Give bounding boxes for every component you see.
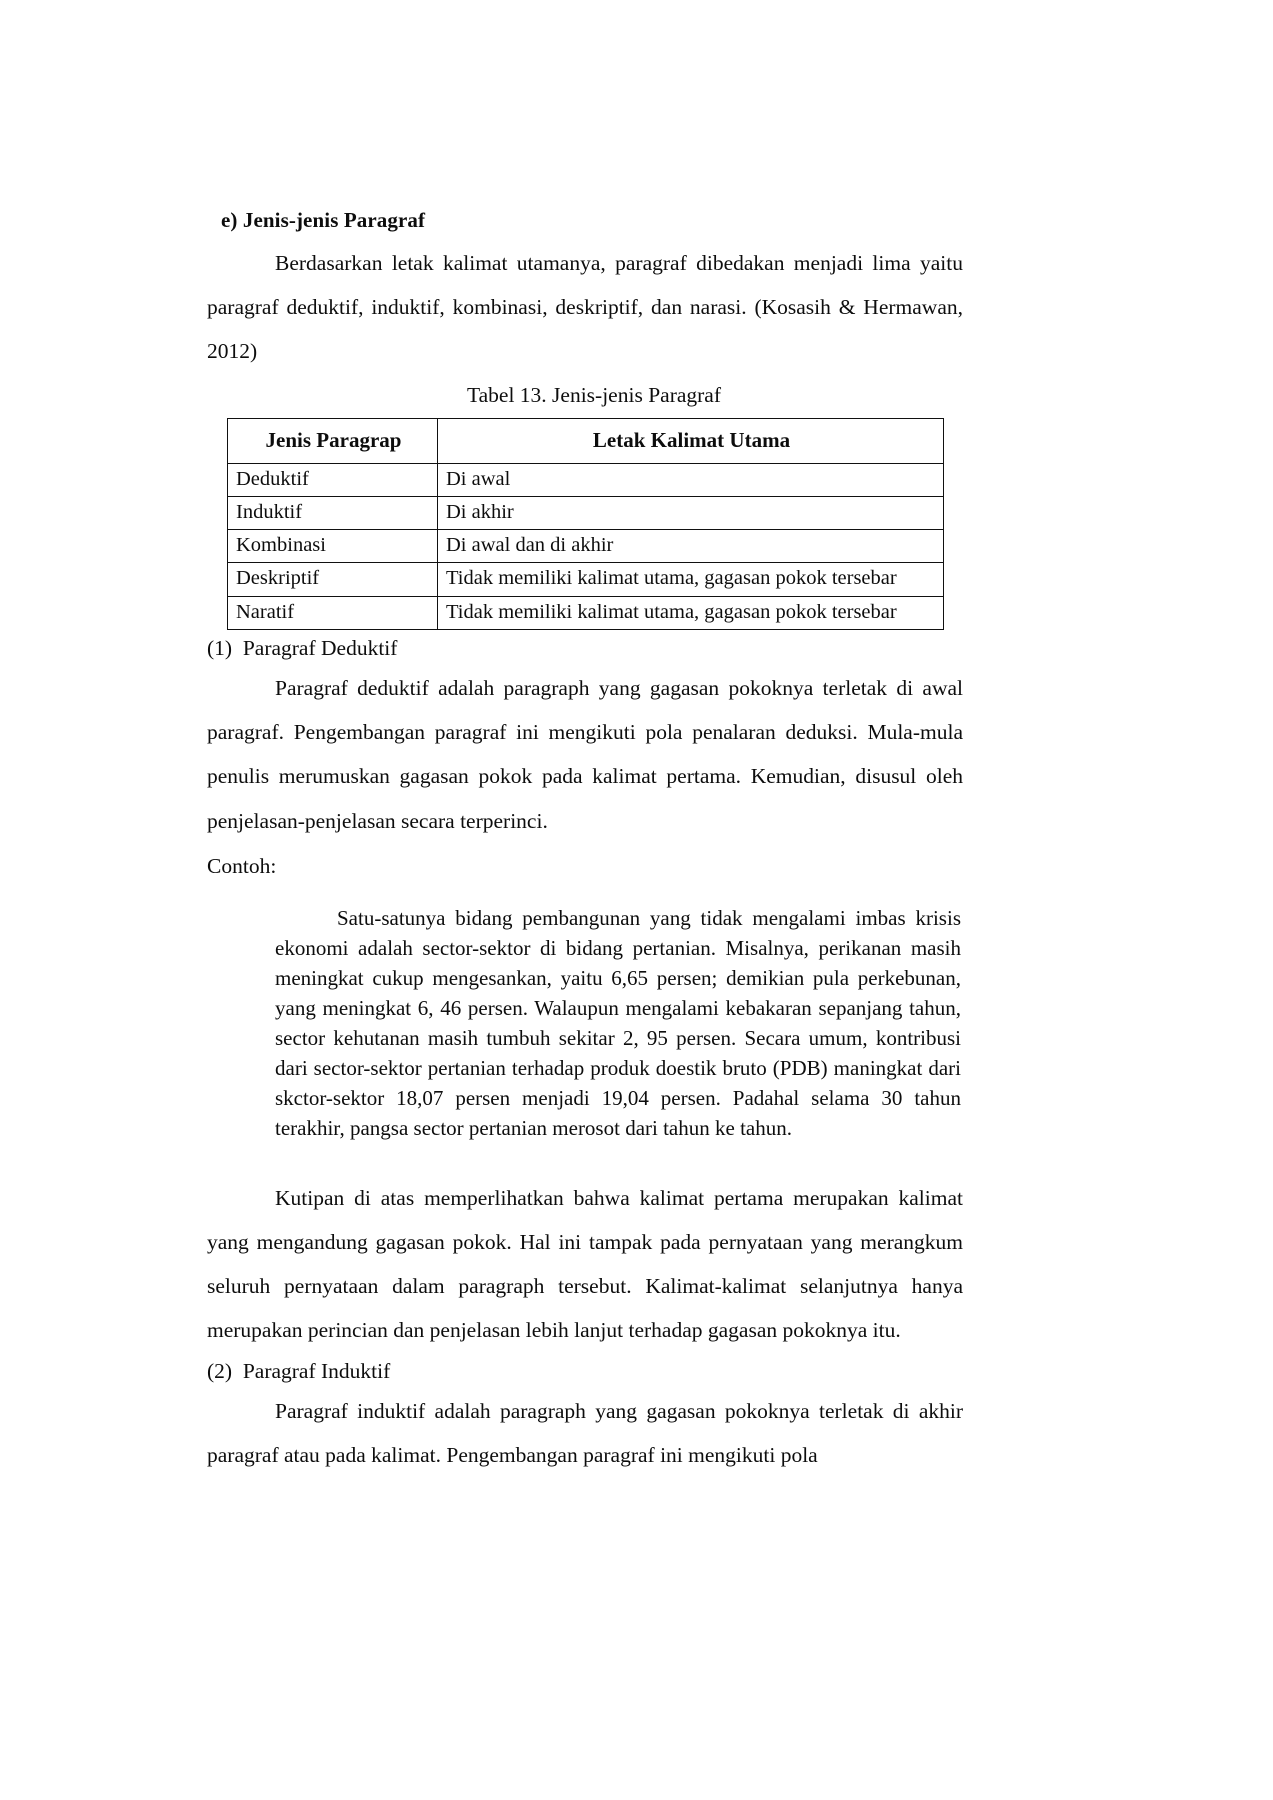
table-row <box>228 464 944 497</box>
table-cell-letak: Di awal <box>438 464 944 497</box>
list-item-1-label: (1) Paragraf Deduktif <box>207 635 398 660</box>
spacer <box>207 1154 963 1176</box>
list-item-2-label: (2) Paragraf Induktif <box>207 1358 391 1383</box>
table-row <box>228 596 944 629</box>
section-heading: e) Jenis-jenis Paragraf <box>221 208 426 232</box>
paragraf-induktif-body: Paragraf induktif adalah paragraph yang gagasan pokoknya terletak di akhir paragraf atau pada kalimat. Pengembangan paragraf ini mengikuti pola <box>207 1398 963 1468</box>
table-cell-jenis: Deskriptif <box>228 563 438 596</box>
jenis-paragraf-table <box>227 418 944 630</box>
table-cell-jenis: Induktif <box>228 497 438 530</box>
table-cell-letak: Di akhir <box>438 497 944 530</box>
table-cell-jenis: Deduktif <box>228 464 438 497</box>
page-content <box>207 205 963 1478</box>
table-row <box>228 530 944 563</box>
example-quotation-block <box>207 903 963 1143</box>
example-quotation-text: Satu-satunya bidang pembangunan yang tidak mengalami imbas krisis ekonomi adalah sector-sektor di bidang pertanian. Misalnya, perikanan masih meningkat cukup mengesankan, yaitu 6,65 persen; demikian pula perkebunan, yang meningkat 6, 46 persen. Walaupun mengalami kebakaran sepanjang tahun, sector kehutanan masih tumbuh sekitar 2, 95 persen. Secara umum, kontribusi dari sector-sektor pertanian terhadap produk doestik bruto (PDB) maningkat dari skctor-sektor 18,07 persen menjadi 19,04 persen. Padahal selama 30 tahun terakhir, pangsa sector pertanian merosot dari tahun ke tahun. <box>275 906 961 1141</box>
contoh-label: Contoh: <box>207 853 277 878</box>
table-cell-jenis: Naratif <box>228 596 438 629</box>
table-caption: Tabel 13. Jenis-jenis Paragraf <box>466 383 722 408</box>
table-row <box>228 497 944 530</box>
table-header-row <box>228 418 944 464</box>
after-quote-paragraph: Kutipan di atas memperlihatkan bahwa kalimat pertama merupakan kalimat yang mengandung gagasan pokok. Hal ini tampak pada pernyataan yang merangkum seluruh pernyataan dalam paragraph tersebut. Kalimat-kalimat selanjutnya hanya merupakan perincian dan penjelasan lebih lanjut terhadap gagasan pokoknya itu. <box>207 1185 963 1343</box>
table-row <box>228 563 944 596</box>
paragraf-deduktif-body: Paragraf deduktif adalah paragraph yang gagasan pokoknya terletak di awal paragraf. Pengembangan paragraf ini mengikuti pola penalaran deduksi. Mula-mula penulis merumuskan gagasan pokok pada kalimat pertama. Kemudian, disusul oleh penjelasan-penjelasan secara terperinci. <box>207 675 963 833</box>
table-cell-jenis: Kombinasi <box>228 530 438 563</box>
table-wrapper <box>207 418 963 630</box>
table-header-letak-kalimat-utama: Letak Kalimat Utama <box>438 418 944 464</box>
table-header-jenis-paragrap: Jenis Paragrap <box>228 418 438 464</box>
table-cell-letak: Tidak memiliki kalimat utama, gagasan pokok tersebar <box>438 563 944 596</box>
table-cell-letak: Tidak memiliki kalimat utama, gagasan pokok tersebar <box>438 596 944 629</box>
table-cell-letak: Di awal dan di akhir <box>438 530 944 563</box>
intro-paragraph: Berdasarkan letak kalimat utamanya, paragraf dibedakan menjadi lima yaitu paragraf deduktif, induktif, kombinasi, deskriptif, dan narasi. (Kosasih & Hermawan, 2012) <box>207 250 963 364</box>
